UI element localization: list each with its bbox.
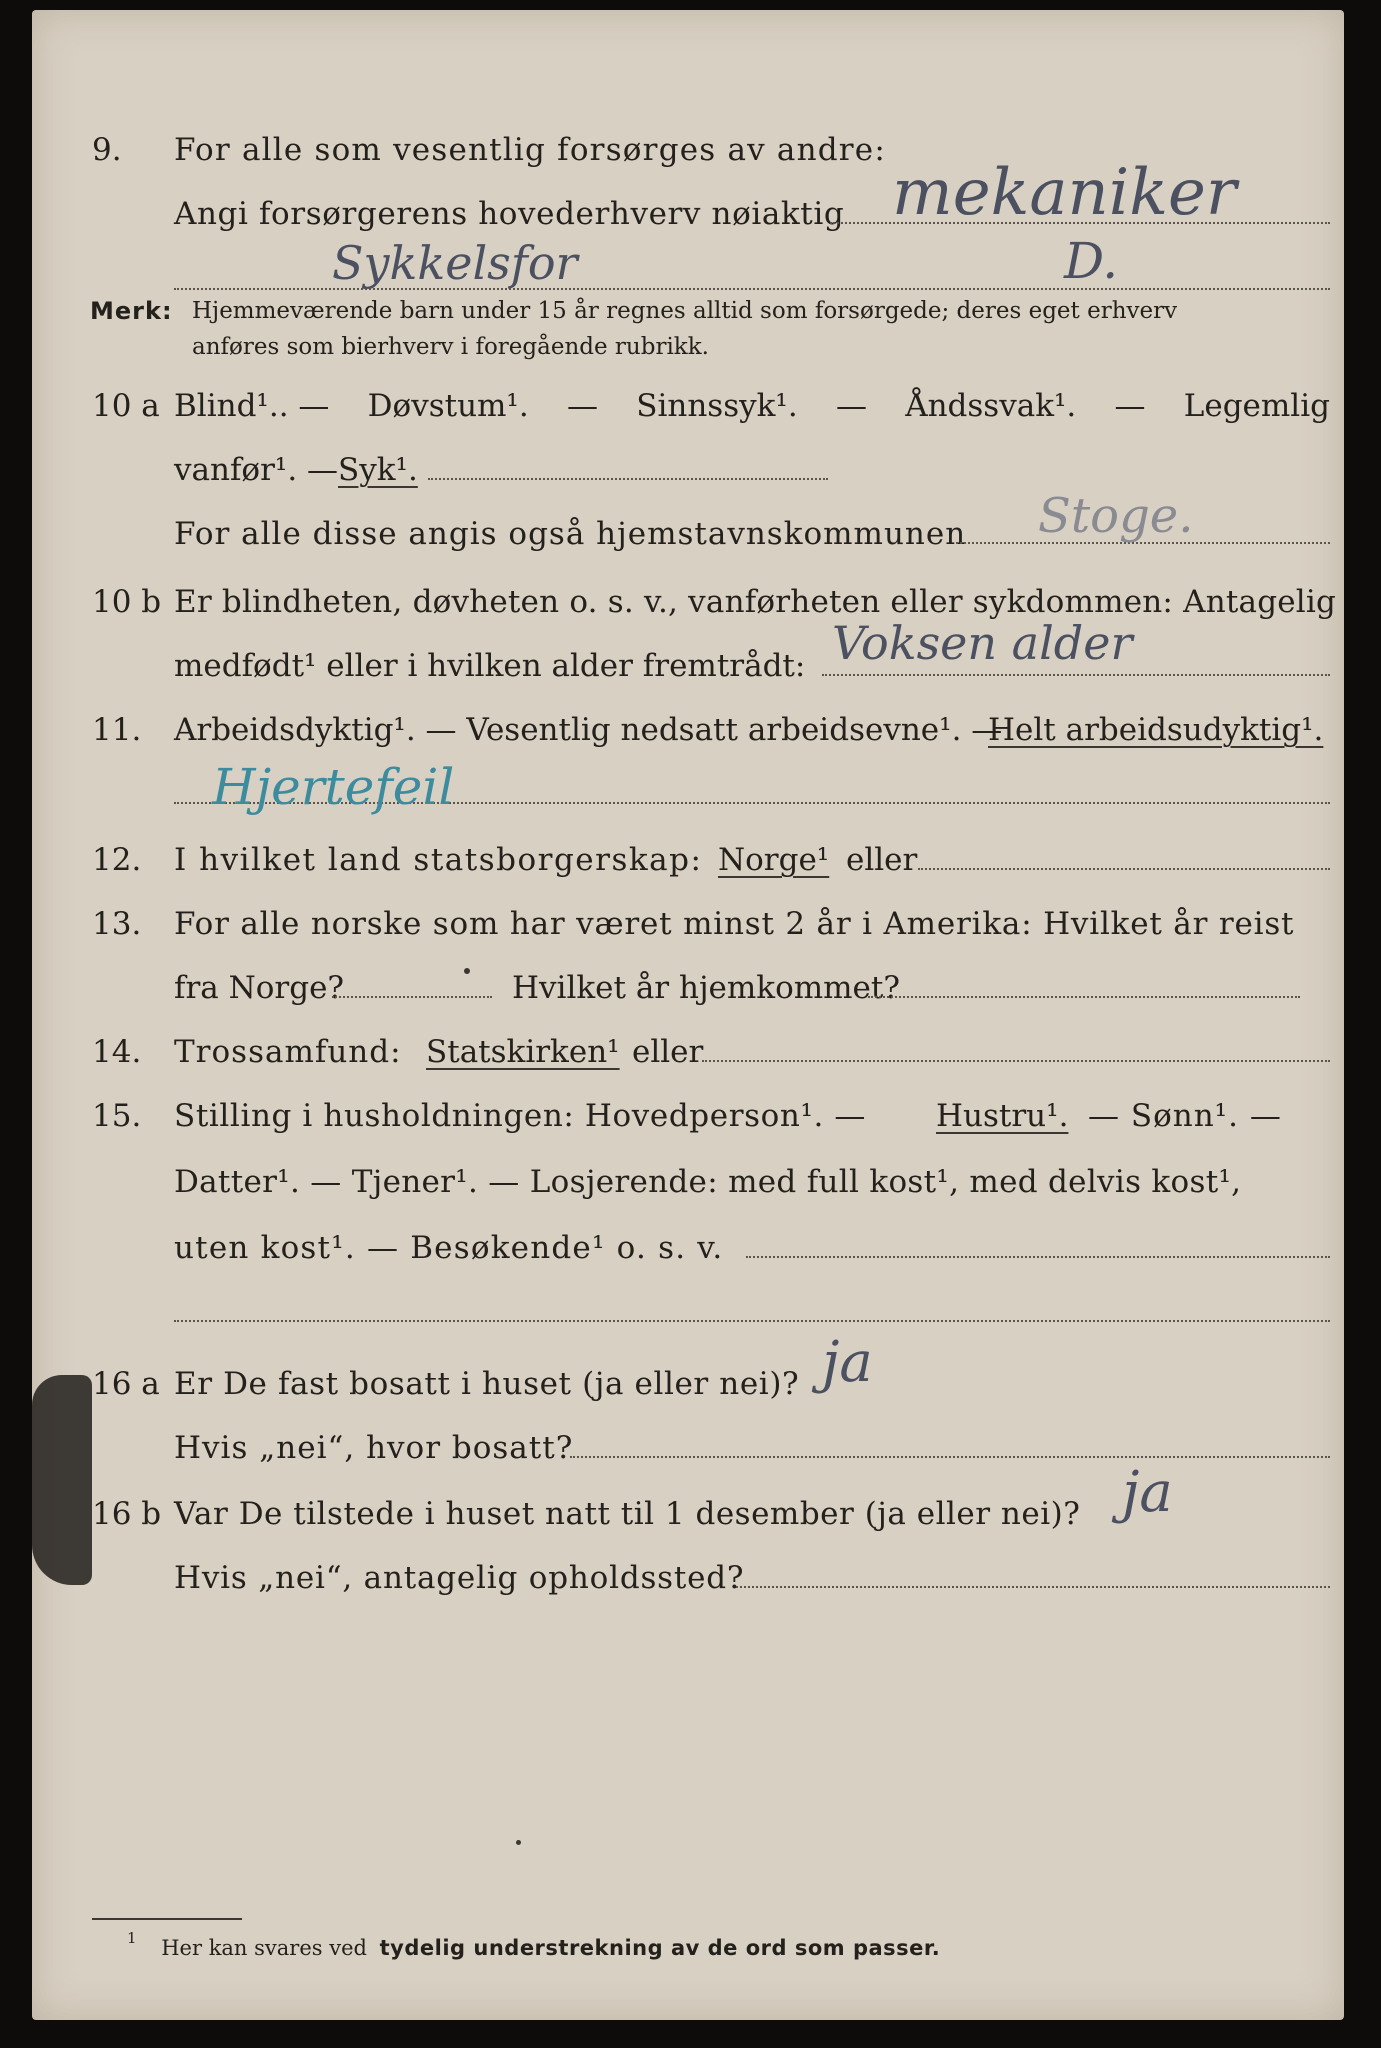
footnote-rule [92, 1918, 242, 1920]
handwritten-answer: Stoge. [1038, 488, 1194, 544]
handwritten-answer: ja [822, 1330, 873, 1395]
question-10b-line1 [32, 582, 1344, 622]
ink-dot [464, 968, 470, 974]
footnote-text: Her kan svares ved [161, 1936, 367, 1960]
handwritten-answer: Voksen alder [832, 616, 1133, 670]
question-10a-line2 [32, 450, 1344, 490]
question-10a-line1 [32, 386, 1344, 426]
question-number: 12. [92, 842, 142, 878]
question-text: Er De fast bosatt i huset (ja eller nei)? [174, 1366, 800, 1402]
question-text: medfødt¹ eller i hvilken alder fremtrådt: [174, 648, 806, 684]
question-text: For alle disse angis også hjemstavnskommunen [174, 516, 967, 552]
question-16a-line1 [32, 1364, 1344, 1404]
question-text: For alle norske som har været minst 2 år i Amerika: Hvilket år reist [174, 906, 1295, 942]
question-11-line1 [32, 710, 1344, 750]
answer-line [174, 1320, 1330, 1322]
ink-dot [516, 1840, 521, 1845]
note-text: anføres som bierhverv i foregående rubrikk. [192, 334, 709, 360]
question-14 [32, 1032, 1344, 1072]
answer-line [736, 1586, 1330, 1588]
underlined-option: Statskirken¹ [426, 1034, 620, 1070]
note-label: Merk: [90, 297, 173, 325]
question-number: 10 b [92, 584, 162, 620]
question-number: 11. [92, 712, 142, 748]
question-text: Datter¹. — Tjener¹. — Losjerende: med full kost¹, med delvis kost¹, [174, 1164, 1242, 1200]
question-text: eller [846, 842, 918, 878]
question-text: Trossamfund: [174, 1034, 402, 1070]
option-word: Sinnssyk¹. [636, 388, 798, 424]
footnote-mark: 1 [127, 1929, 137, 1947]
answer-line [428, 478, 828, 480]
question-15-line3 [32, 1228, 1344, 1268]
ink-stain [32, 1375, 92, 1585]
form-page [32, 10, 1344, 2020]
underlined-option: Helt arbeidsudyktig¹. [988, 712, 1324, 748]
handwritten-answer: mekaniker [892, 156, 1237, 230]
question-text: Var De tilstede i huset natt til 1 desember (ja eller nei)? [174, 1496, 1081, 1532]
answer-line [868, 996, 1300, 998]
handwritten-answer: ja [1122, 1460, 1173, 1525]
question-13-line1 [32, 904, 1344, 944]
handwritten-answer: Hjertefeil [212, 758, 455, 816]
question-text: — Sønn¹. — [1088, 1098, 1282, 1134]
handwritten-answer: Sykkelsfor [332, 236, 578, 290]
question-text: For alle som vesentlig forsørges av andre: [174, 132, 886, 168]
question-text: Angi forsørgerens hovederhverv nøiaktig [174, 196, 845, 232]
question-number: 13. [92, 906, 142, 942]
question-text: Er blindheten, døvheten o. s. v., vanførheten eller sykdommen: Antagelig [174, 584, 1337, 620]
handwritten-answer: D. [1064, 232, 1119, 290]
question-12 [32, 840, 1344, 880]
option-word: — [835, 388, 867, 424]
question-text: Arbeidsdyktig¹. — Vesentlig nedsatt arbeidsevne¹. — [174, 712, 1003, 748]
answer-line [570, 1456, 1330, 1458]
question-number: 14. [92, 1034, 142, 1070]
note-block [90, 294, 1178, 328]
answer-line [822, 674, 1330, 676]
option-word: Åndssvak¹. [905, 388, 1077, 424]
option-word: — [1114, 388, 1146, 424]
question-text: Hvilket år hjemkommet? [512, 970, 900, 1006]
question-text: Hvis „nei“, antagelig opholdssted? [174, 1560, 745, 1596]
question-15-line2 [32, 1162, 1344, 1202]
option-word: Døvstum¹. [367, 388, 529, 424]
option-word: — [566, 388, 598, 424]
question-text: uten kost¹. — Besøkende¹ o. s. v. [174, 1230, 724, 1266]
question-text: vanfør¹. — [174, 452, 339, 488]
answer-line [918, 868, 1330, 870]
question-text: fra Norge? [174, 970, 345, 1006]
note-text: Hjemmeværende barn under 15 år regnes alltid som forsørgede; deres eget erhverv [192, 298, 1178, 324]
question-10b-line2 [32, 646, 1344, 686]
option-word: Blind¹.. — [174, 388, 330, 424]
question-number: 16 a [92, 1366, 160, 1402]
question-15-line1 [32, 1096, 1344, 1136]
question-13-line2 [32, 968, 1344, 1008]
underlined-option: Syk¹. [338, 452, 418, 488]
question-number: 16 b [92, 1496, 162, 1532]
footnote-emphasis: tydelig understrekning av de ord som passer. [379, 1936, 941, 1960]
question-text: Stilling i husholdningen: Hovedperson¹. — [174, 1098, 866, 1134]
question-number: 15. [92, 1098, 142, 1134]
answer-line [746, 1256, 1330, 1258]
question-number: 9. [92, 132, 122, 168]
question-text [174, 386, 1330, 426]
question-text: eller [632, 1034, 704, 1070]
footnote [127, 1929, 941, 1960]
question-text: I hvilket land statsborgerskap: [174, 842, 703, 878]
option-word: Legemlig [1183, 388, 1330, 424]
underlined-option: Norge¹ [718, 842, 830, 878]
answer-line [332, 996, 492, 998]
question-16b-line2 [32, 1558, 1344, 1598]
question-text: Hvis „nei“, hvor bosatt? [174, 1430, 574, 1466]
question-number: 10 a [92, 388, 160, 424]
answer-line [702, 1060, 1330, 1062]
underlined-option: Hustru¹. [936, 1098, 1069, 1134]
